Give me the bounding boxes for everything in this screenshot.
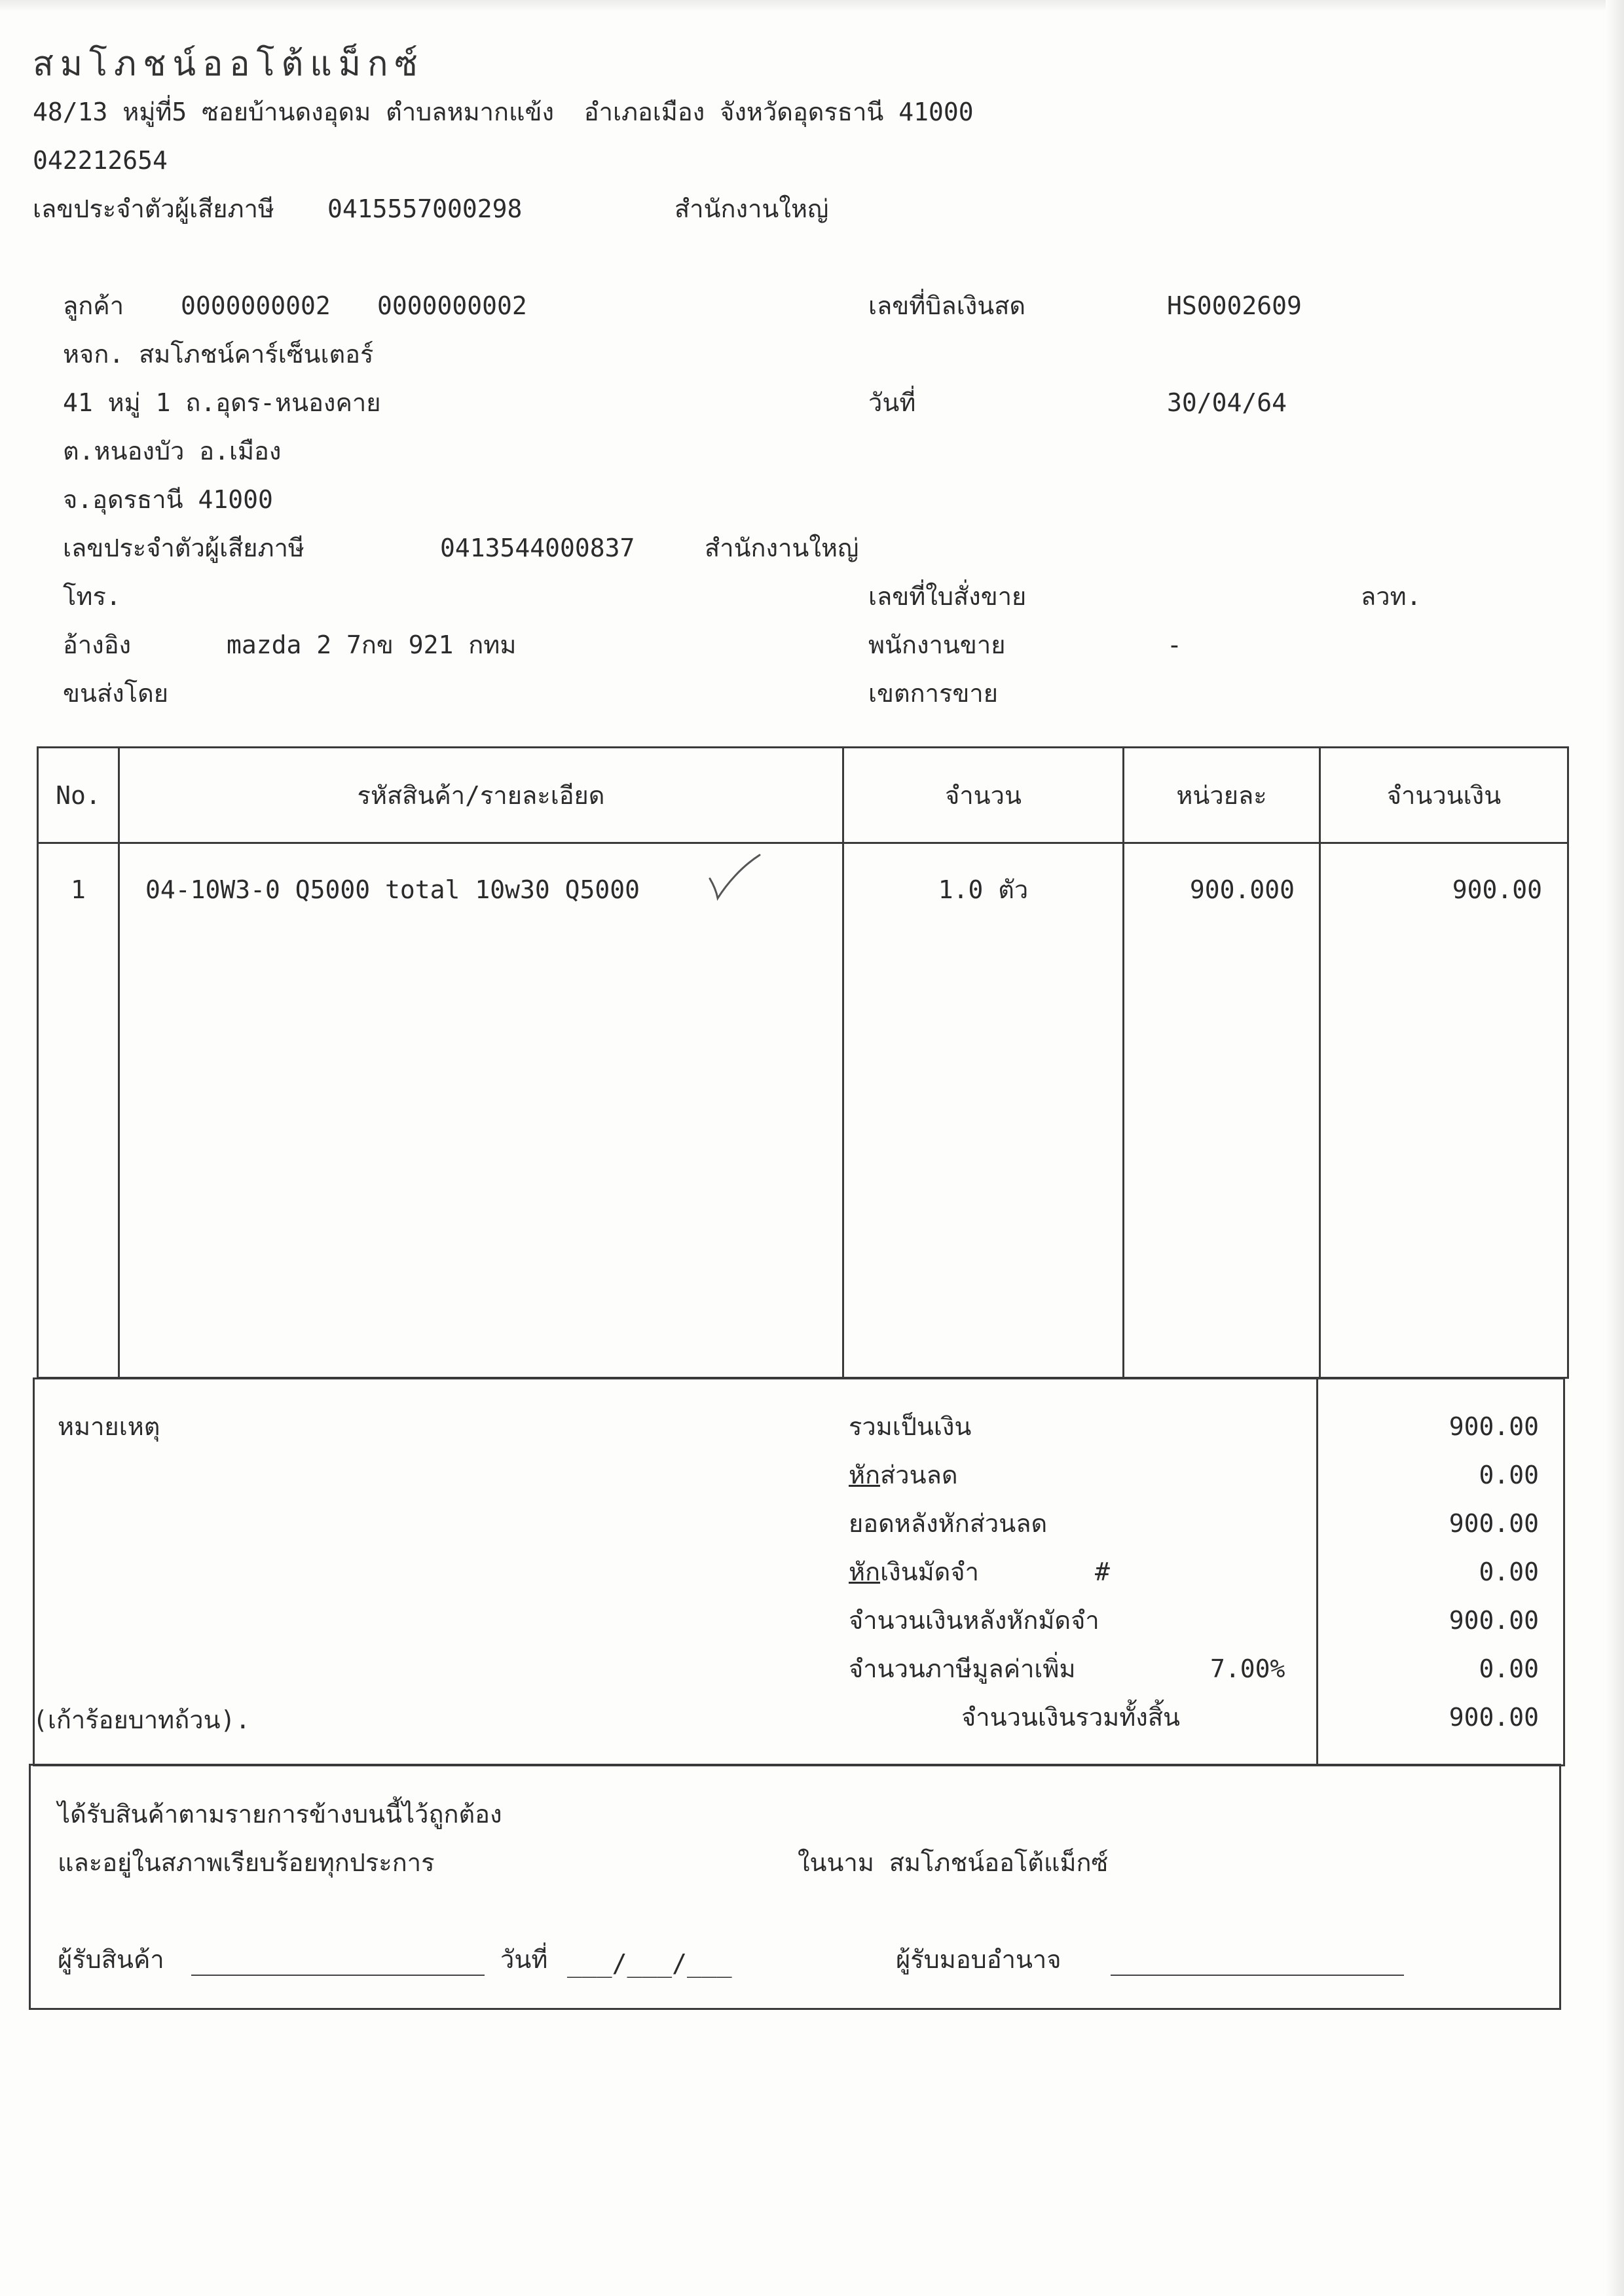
row-unit-price: 900.000: [1189, 875, 1295, 904]
col-divider: [842, 746, 844, 1379]
deposit-label: [849, 1559, 979, 1584]
bill-date: 30/04/64: [1167, 388, 1287, 417]
vat-value: 0.00: [1479, 1654, 1539, 1683]
bill-number: HS0002609: [1167, 291, 1302, 320]
deposit-hash: #: [1095, 1558, 1110, 1586]
row-amount: 900.00: [1452, 875, 1542, 904]
grand-total-label: จำนวนเงินรวมทั้งสิ้น: [961, 1703, 1180, 1732]
customer-address-2: ต.หนองบัว อ.เมือง: [63, 437, 282, 465]
receiver-signature-line: [191, 1975, 485, 1976]
customer-label: ลูกค้า: [63, 291, 124, 320]
discount-prefix: หัก: [849, 1461, 881, 1489]
col-divider: [118, 746, 120, 1379]
customer-tax-id: 0413544000837: [440, 534, 635, 562]
scan-top-edge: [0, 0, 1624, 12]
row-no: 1: [71, 875, 86, 904]
amount-in-words: (เก้าร้อยบาทถ้วน).: [33, 1705, 251, 1734]
salesperson-label: พนักงานขาย: [868, 630, 1006, 659]
discount-text: ส่วนลด: [880, 1461, 958, 1489]
receive-date-label: วันที่: [500, 1945, 548, 1974]
handwritten-checkmark: [705, 851, 764, 903]
header-quantity: จำนวน: [945, 781, 1022, 810]
header-amount: จำนวนเงิน: [1386, 781, 1502, 810]
col-divider: [1319, 746, 1321, 1379]
col-divider: [1122, 746, 1124, 1379]
items-table: [37, 746, 1569, 1379]
customer-address-3: จ.อุดรธานี 41000: [63, 485, 273, 514]
company-tax-id: 0415557000298: [327, 194, 523, 223]
received-statement-1: ได้รับสินค้าตามรายการข้างบนนี้ไว้ถูกต้อง: [58, 1800, 502, 1829]
salesperson-value: -: [1167, 630, 1182, 659]
subtotal-value: 900.00: [1449, 1412, 1539, 1441]
customer-code-1: 0000000002: [181, 291, 331, 320]
bill-date-label: วันที่: [868, 388, 916, 417]
header-description: รหัสสินค้า/รายละเอียด: [357, 781, 605, 810]
customer-address-1: 41 หมู่ 1 ถ.อุดร-หนองคาย: [63, 388, 381, 417]
received-statement-2: และอยู่ในสภาพเรียบร้อยทุกประการ: [58, 1848, 435, 1877]
deposit-text: เงินมัดจำ: [880, 1558, 979, 1586]
deposit-prefix: หัก: [849, 1558, 881, 1586]
company-tax-label: เลขประจำตัวผู้เสียภาษี: [33, 194, 274, 223]
row-quantity: 1.0 ตัว: [938, 875, 1029, 904]
sales-order-extra: ลวท.: [1361, 582, 1422, 611]
remark-label: หมายเหตุ: [58, 1412, 160, 1441]
customer-code-2: 0000000002: [377, 291, 527, 320]
company-name: สมโภชน์ออโต้แม็กซ์: [33, 45, 424, 84]
authorized-label: ผู้รับมอบอำนาจ: [896, 1945, 1061, 1974]
after-discount-label: ยอดหลังหักส่วนลด: [849, 1509, 1048, 1538]
receiver-label: ผู้รับสินค้า: [58, 1945, 164, 1974]
receive-date-blank: ___/___/___: [567, 1949, 732, 1978]
sales-area-label: เขตการขาย: [868, 679, 998, 708]
customer-branch: สำนักงานใหญ่: [705, 534, 859, 562]
customer-tax-label: เลขประจำตัวผู้เสียภาษี: [63, 534, 304, 562]
shipping-label: ขนส่งโดย: [63, 679, 169, 708]
header-no: No.: [56, 781, 101, 810]
customer-name: หจก. สมโภชน์คาร์เซ็นเตอร์: [63, 340, 374, 369]
discount-label: [849, 1463, 958, 1487]
company-branch: สำนักงานใหญ่: [674, 194, 829, 223]
after-deposit-value: 900.00: [1449, 1606, 1539, 1635]
after-discount-value: 900.00: [1449, 1509, 1539, 1538]
reference-value: mazda 2 7กข 921 กทม: [227, 630, 517, 659]
company-address: 48/13 หมู่ที่5 ซอยบ้านดงอุดม ตำบลหมากแข้ง อำเภอเมือง จังหวัดอุดรธานี 41000: [33, 98, 974, 126]
after-deposit-label: จำนวนเงินหลังหักมัดจำ: [849, 1606, 1099, 1635]
authorized-signature-line: [1111, 1975, 1404, 1976]
company-phone: 042212654: [33, 146, 168, 175]
sales-order-label: เลขที่ใบสั่งขาย: [868, 582, 1027, 611]
vat-rate: 7.00%: [1210, 1654, 1285, 1683]
table-header-divider: [37, 842, 1569, 844]
deposit-value: 0.00: [1479, 1558, 1539, 1586]
reference-label: อ้างอิง: [63, 630, 132, 659]
vat-label: จำนวนภาษีมูลค่าเพิ่ม: [849, 1654, 1076, 1683]
customer-phone-label: โทร.: [63, 582, 121, 611]
header-unit-price: หน่วยละ: [1176, 781, 1267, 810]
bill-number-label: เลขที่บิลเงินสด: [868, 291, 1026, 320]
discount-value: 0.00: [1479, 1461, 1539, 1489]
scan-right-edge: [1606, 0, 1624, 2296]
summary-divider: [1316, 1377, 1318, 1766]
row-description: 04-10W3-0 Q5000 total 10w30 Q5000: [145, 875, 640, 904]
grand-total-value: 900.00: [1449, 1703, 1539, 1732]
subtotal-label: รวมเป็นเงิน: [849, 1412, 972, 1441]
on-behalf-label: ในนาม สมโภชน์ออโต้แม็กซ์: [798, 1848, 1109, 1877]
